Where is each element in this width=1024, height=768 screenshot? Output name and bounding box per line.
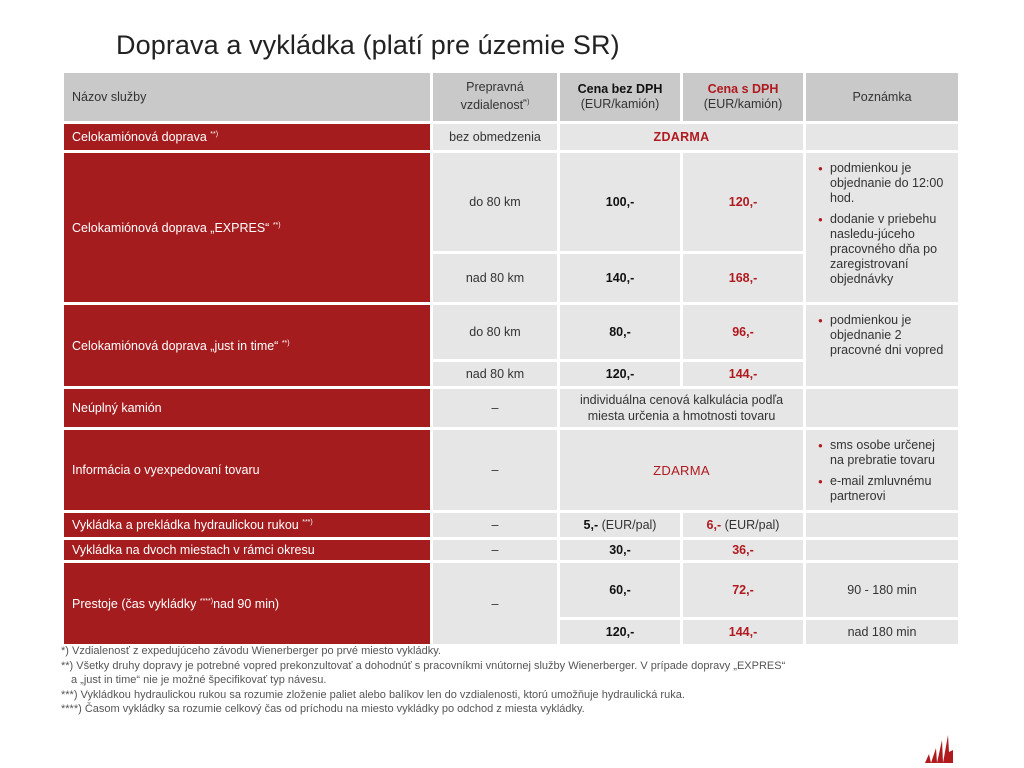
table-row	[64, 513, 958, 537]
distance-cell: –	[433, 389, 557, 427]
price-net-cell: 120,-	[560, 362, 680, 386]
distance-cell: –	[433, 563, 557, 644]
distance-cell: do 80 km	[433, 305, 557, 359]
price-net-cell: 80,-	[560, 305, 680, 359]
service-name: Celokamiónová doprava „EXPRES“ **)	[64, 153, 430, 302]
price-gross-cell: 6,- (EUR/pal)	[683, 513, 803, 537]
distance-cell: nad 80 km	[433, 254, 557, 302]
note-bullet: ● sms osobe určenej na prebratie tovaru	[820, 438, 952, 468]
service-name: Neúplný kamión	[64, 389, 430, 427]
price-cell: individuálna cenová kalkulácia podľa miesta určenia a hmotnosti tovaru	[560, 389, 803, 427]
header-service: Názov služby	[64, 73, 430, 121]
note-cell: 90 - 180 min	[806, 563, 958, 617]
price-net-cell: 100,-	[560, 153, 680, 251]
footnote: a „just in time“ nie je možné špecifikovať typ návesu.	[71, 674, 327, 686]
service-name: Vykládka na dvoch miestach v rámci okresu	[64, 540, 430, 560]
note-cell	[806, 513, 958, 537]
price-net-cell: 140,-	[560, 254, 680, 302]
footnote: *) Vzdialenosť z expedujúceho závodu Wienerberger po prvé miesto vykládky.	[61, 645, 441, 657]
service-name: Celokamiónová doprava **)	[64, 124, 430, 150]
price-gross-cell: 36,-	[683, 540, 803, 560]
price-gross-cell: 144,-	[683, 620, 803, 644]
service-name: Celokamiónová doprava „just in time“ **)	[64, 305, 430, 386]
distance-cell: –	[433, 540, 557, 560]
distance-cell: do 80 km	[433, 153, 557, 251]
price-gross-cell: 168,-	[683, 254, 803, 302]
price-gross-cell: 96,-	[683, 305, 803, 359]
note-cell: nad 180 min	[806, 620, 958, 644]
price-net-cell: 120,-	[560, 620, 680, 644]
header-note: Poznámka	[806, 73, 958, 121]
note-cell	[806, 305, 958, 386]
page-title: Doprava a vykládka (platí pre územie SR)	[116, 30, 620, 60]
footnotes	[61, 644, 941, 717]
distance-cell: bez obmedzenia	[433, 124, 557, 150]
footnote: **) Všetky druhy dopravy je potrebné vopred prekonzultovať a dohodnúť s pracovníkmi vnútornej služby Wienerberger. V prípade dopravy „EXPRES“	[61, 659, 786, 672]
table-row	[64, 430, 958, 510]
note-cell	[806, 389, 958, 427]
table-row	[64, 563, 958, 617]
price-gross-cell: 144,-	[683, 362, 803, 386]
service-name: Prestoje (čas vykládky ****)nad 90 min)	[64, 563, 430, 644]
price-net-cell: 5,- (EUR/pal)	[560, 513, 680, 537]
footnote: ****) Časom vykládky sa rozumie celkový čas od príchodu na miesto vykládky po odchod z miesta vykládky.	[61, 703, 585, 715]
price-net-cell: 30,-	[560, 540, 680, 560]
table-row	[64, 153, 958, 251]
table-row	[64, 305, 958, 359]
note-bullet: ● podmienkou je objednanie do 12:00 hod.	[820, 161, 952, 206]
service-name: Informácia o vyexpedovaní tovaru	[64, 430, 430, 510]
price-gross-cell: 72,-	[683, 563, 803, 617]
price-net-cell: 60,-	[560, 563, 680, 617]
table-row	[64, 389, 958, 427]
table-row	[64, 540, 958, 560]
note-bullet: ● e-mail zmluvnému partnerovi	[820, 474, 952, 504]
note-cell	[806, 153, 958, 302]
price-table	[61, 70, 961, 647]
price-gross-cell: 120,-	[683, 153, 803, 251]
header-price-gross: Cena s DPH (EUR/kamión)	[683, 73, 803, 121]
distance-cell: –	[433, 430, 557, 510]
price-cell: ZDARMA	[560, 124, 803, 150]
distance-cell: nad 80 km	[433, 362, 557, 386]
header-distance: Prepravná vzdialenosť*)	[433, 73, 557, 121]
note-bullet: ● podmienkou je objednanie 2 pracovné dni vopred	[820, 313, 952, 358]
note-cell	[806, 124, 958, 150]
header-price-net: Cena bez DPH (EUR/kamión)	[560, 73, 680, 121]
distance-cell: –	[433, 513, 557, 537]
footnote: ***) Vykládkou hydraulickou rukou sa rozumie zloženie paliet alebo balíkov len do vzdialenosti, ktorú umožňuje hydraulická ruka.	[61, 688, 685, 701]
table-row	[64, 124, 958, 150]
wienerberger-logo-icon	[924, 734, 954, 764]
service-name: Vykládka a prekládka hydraulickou rukou ***)	[64, 513, 430, 537]
note-bullet: ● dodanie v priebehu nasledu-júceho pracovného dňa po zaregistrovaní objednávky	[820, 212, 952, 287]
price-cell: ZDARMA	[560, 430, 803, 510]
note-cell	[806, 540, 958, 560]
note-cell	[806, 430, 958, 510]
table-header-row	[64, 73, 958, 121]
